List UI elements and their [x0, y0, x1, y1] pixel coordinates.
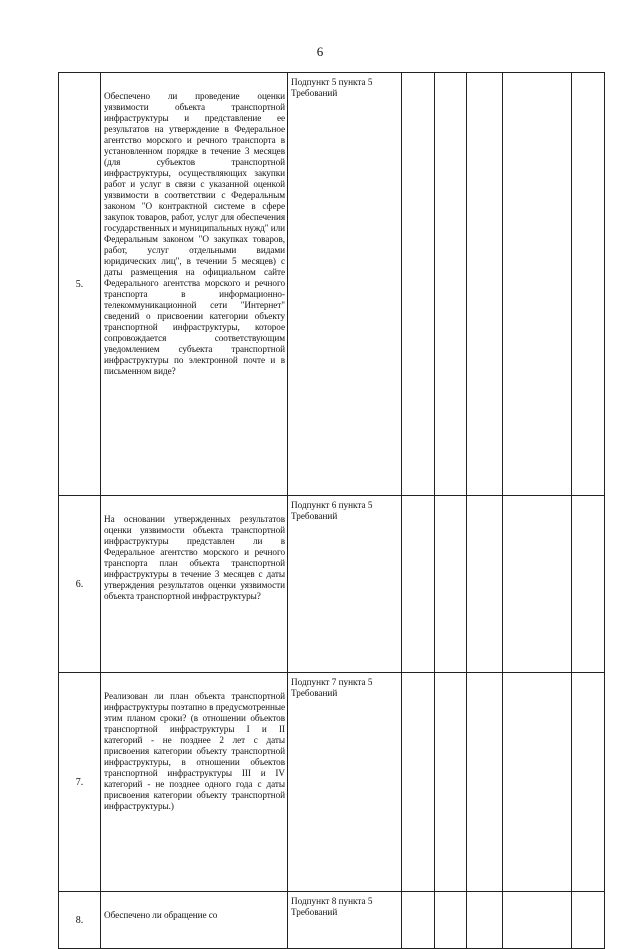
row-number: 7.	[59, 673, 101, 892]
checklist-table	[58, 72, 605, 949]
reference-document: Требований	[291, 511, 338, 521]
requirement-question: На основании утвержденных результатов оценки уязвимости объекта транспортной инфраструктуры представлен ли в Федеральное агентство морского и речного транспорта план объекта транспортной инфраструктуры в течение 3 месяцев с даты утверждения результатов оценки уязвимости объекта транспортной инфраструктуры?	[101, 496, 288, 673]
reference-document: Требований	[291, 88, 338, 98]
answer-no-cell	[435, 892, 467, 949]
requirement-question: Обеспечено ли проведение оценки уязвимости объекта транспортной инфраструктуры и представление ее результатов на утверждение в Федеральное агентство морского и речного транспорта в установленном порядке в течение 3 месяцев (для субъектов транспортной инфраструктуры, осуществляющих закупки работ и услуг в связи с указанной оценкой уязвимости в соответствии с Федеральным законом "О контрактной системе в сфере закупок товаров, работ, услуг для обеспечения государственных и муниципальных нужд" или Федеральным законом "О закупках товаров, работ, услуг отдельными видами юридических лиц", в течении 5 месяцев) с даты размещения на официальном сайте Федерального агентства морского и речного транспорта в информационно-телекоммуникационной сети "Интернет" сведений о присвоении категории объекту транспортной инфраструктуры, которое сопровождается соответствующим уведомлением субъекта транспортной инфраструктуры по электронной почте и в письменном виде?	[101, 73, 288, 496]
requirement-reference	[288, 73, 402, 496]
answer-no-cell	[435, 673, 467, 892]
requirement-question: Реализован ли план объекта транспортной инфраструктуры поэтапно в предусмотренные этим планом сроки? (в отношении объектов транспортной инфраструктуры I и II категорий - не позднее 2 лет с даты присвоения категории объекту транспортной инфраструктуры, в отношении объектов транспортной инфраструктуры III и IV категорий - не позднее одного года с даты присвоения категории объекту транспортной инфраструктуры.)	[101, 673, 288, 892]
reference-document: Требований	[291, 688, 338, 698]
table-row	[59, 892, 605, 949]
answer-no-cell	[435, 496, 467, 673]
extra-cell	[572, 73, 605, 496]
notes-cell	[503, 673, 572, 892]
requirement-reference	[288, 673, 402, 892]
reference-clause: Подпункт 8 пункта 5	[291, 896, 373, 906]
answer-not-applicable-cell	[467, 496, 503, 673]
table-row	[59, 73, 605, 496]
reference-clause: Подпункт 5 пункта 5	[291, 77, 373, 87]
table-row	[59, 673, 605, 892]
page-number: 6	[316, 44, 324, 59]
requirement-reference	[288, 496, 402, 673]
answer-yes-cell	[402, 496, 435, 673]
answer-not-applicable-cell	[467, 673, 503, 892]
answer-not-applicable-cell	[467, 892, 503, 949]
extra-cell	[572, 496, 605, 673]
reference-document: Требований	[291, 907, 338, 917]
answer-yes-cell	[402, 73, 435, 496]
notes-cell	[503, 892, 572, 949]
answer-yes-cell	[402, 892, 435, 949]
row-number: 6.	[59, 496, 101, 673]
reference-clause: Подпункт 7 пункта 5	[291, 677, 373, 687]
answer-not-applicable-cell	[467, 73, 503, 496]
answer-yes-cell	[402, 673, 435, 892]
table-row	[59, 496, 605, 673]
reference-clause: Подпункт 6 пункта 5	[291, 500, 373, 510]
extra-cell	[572, 673, 605, 892]
extra-cell	[572, 892, 605, 949]
requirement-reference	[288, 892, 402, 949]
requirement-question: Обеспечено ли обращение со	[101, 892, 288, 949]
answer-no-cell	[435, 73, 467, 496]
row-number: 8.	[59, 892, 101, 949]
row-number: 5.	[59, 73, 101, 496]
notes-cell	[503, 496, 572, 673]
notes-cell	[503, 73, 572, 496]
